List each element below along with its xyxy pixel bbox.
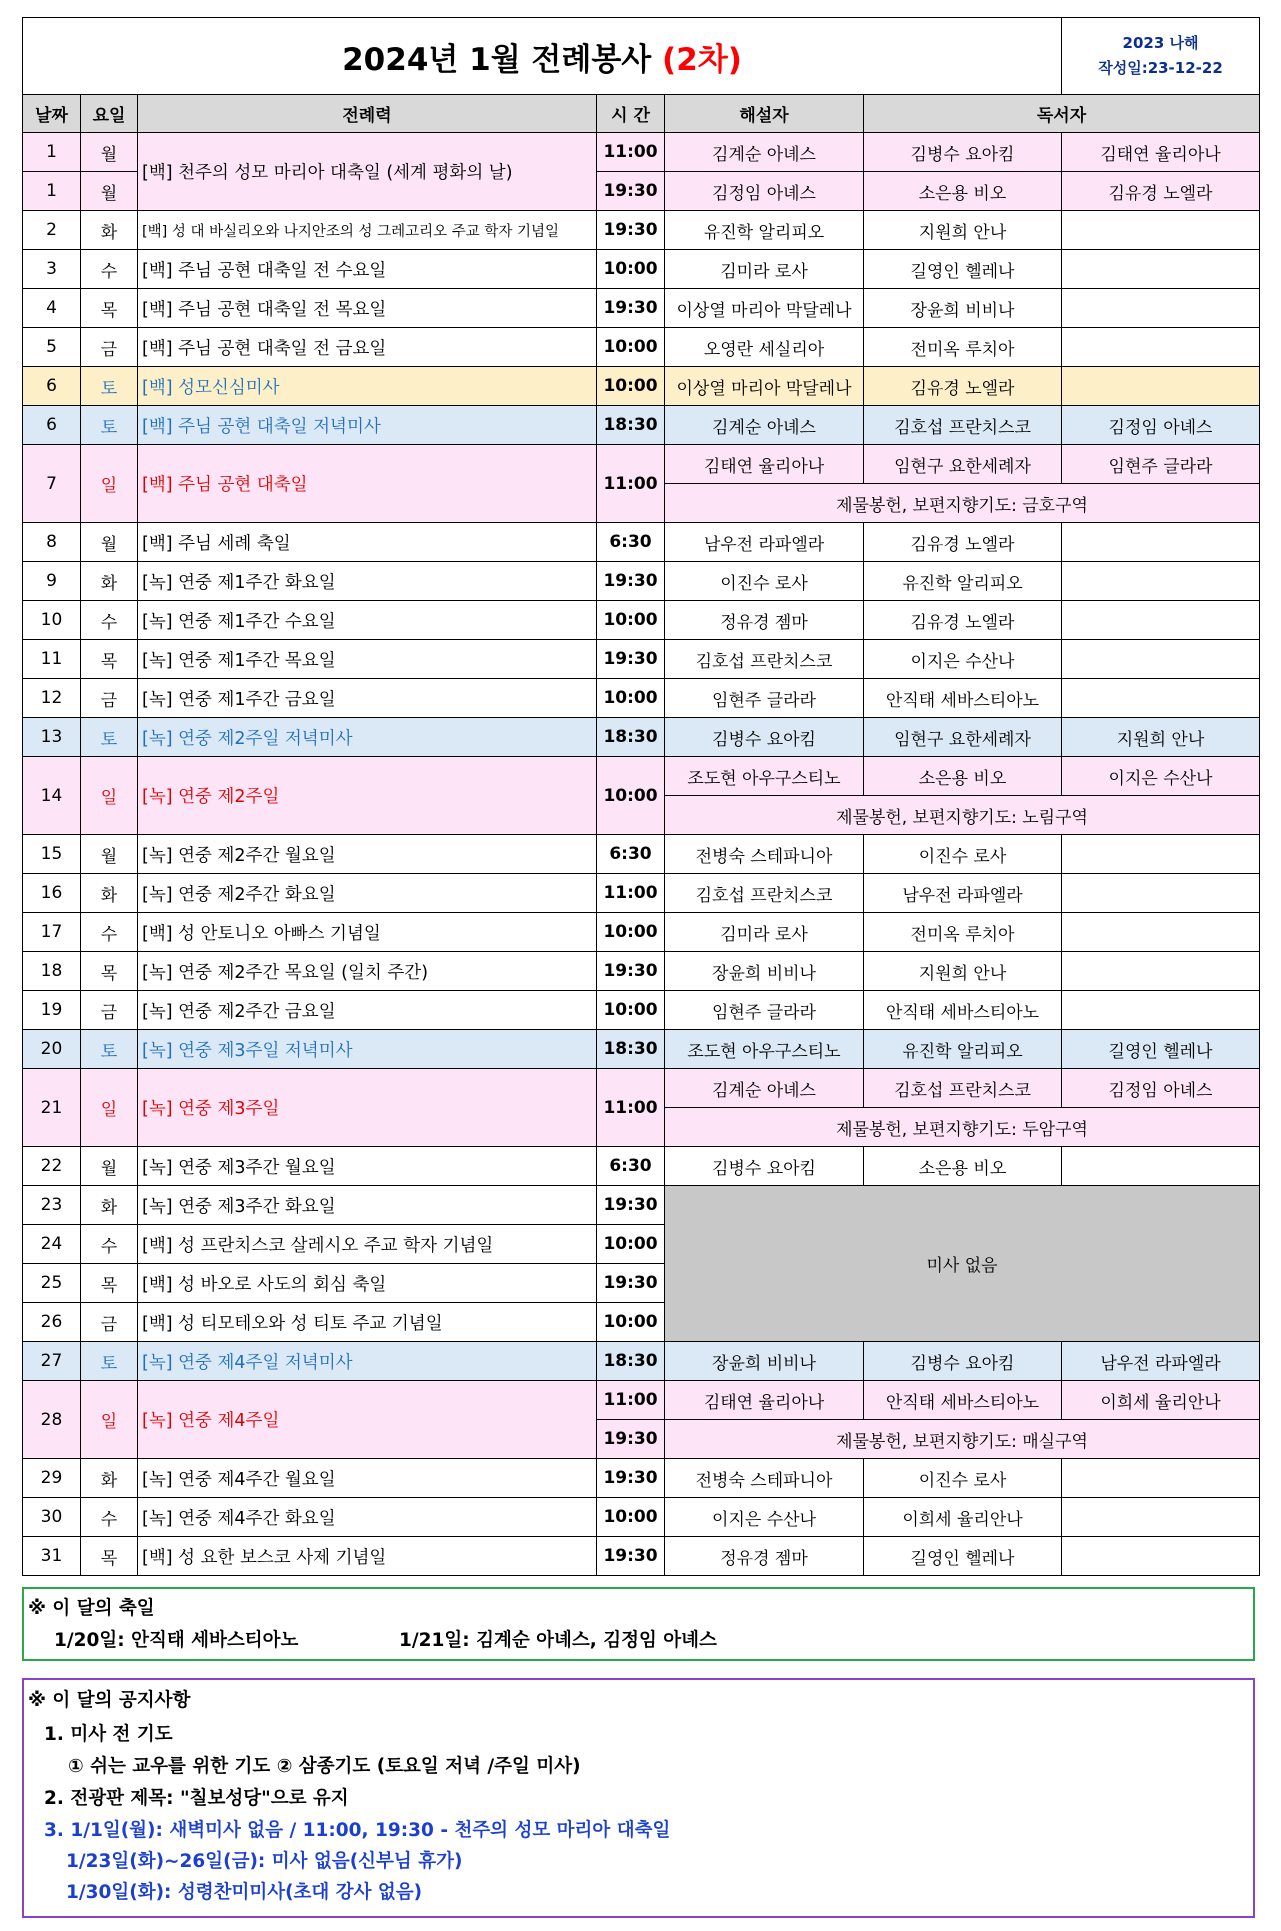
time-cell: 6:30: [597, 835, 665, 874]
table-row: [23, 289, 1260, 328]
table-row: [23, 1030, 1260, 1069]
weekday-cell: 금: [81, 679, 138, 718]
weekday-cell: 토: [81, 718, 138, 757]
offering-note-cell: 제물봉헌, 보편지향기도: 매실구역: [665, 1420, 1260, 1459]
time-cell: 6:30: [597, 523, 665, 562]
reader-cell: 김호섭 프란치스코: [864, 406, 1062, 445]
commentator-cell: 전병숙 스테파니아: [665, 835, 864, 874]
weekday-cell: 화: [81, 874, 138, 913]
weekday-cell: 일: [81, 757, 138, 835]
commentator-cell: 유진학 알리피오: [665, 211, 864, 250]
notice-line: 1/23일(화)~26일(금): 미사 없음(신부님 휴가): [66, 1851, 463, 1872]
date-cell: 6: [23, 406, 81, 445]
weekday-cell: 수: [81, 913, 138, 952]
weekday-cell: 수: [81, 1225, 138, 1264]
time-cell: 19:30: [597, 1459, 665, 1498]
reader-cell: 안직태 세바스티아노: [864, 991, 1062, 1030]
reader-cell: [1062, 913, 1260, 952]
date-cell: 23: [23, 1186, 81, 1225]
weekday-cell: 일: [81, 1069, 138, 1147]
written-date: 작성일:23-12-22: [1098, 59, 1223, 77]
time-cell: 11:00: [597, 445, 665, 523]
table-row: [23, 1186, 1260, 1225]
weekday-cell: 화: [81, 211, 138, 250]
commentator-cell: 이진수 로사: [665, 562, 864, 601]
liturgy-cell: [백] 성 안토니오 아빠스 기념일: [138, 913, 597, 952]
time-cell: 11:00: [597, 1381, 665, 1420]
weekday-cell: 목: [81, 289, 138, 328]
date-cell: 11: [23, 640, 81, 679]
commentator-cell: 조도현 아우구스티노: [665, 1030, 864, 1069]
liturgy-cell: [백] 주님 공현 대축일 전 금요일: [138, 328, 597, 367]
commentator-cell: 김태연 율리아나: [665, 1381, 864, 1420]
reader-cell: [1062, 562, 1260, 601]
date-cell: 2: [23, 211, 81, 250]
liturgy-cell: [백] 성 대 바실리오와 나지안조의 성 그레고리오 주교 학자 기념일: [138, 211, 597, 250]
header-commentator: 해설자: [665, 95, 864, 133]
commentator-cell: 김병수 요아킴: [665, 718, 864, 757]
liturgy-cell: [녹] 연중 제2주간 화요일: [138, 874, 597, 913]
notice-line: 1/30일(화): 성령찬미미사(초대 강사 없음): [66, 1882, 423, 1903]
notice-line: 2. 전광판 제목: "칠보성당"으로 유지: [44, 1788, 349, 1809]
time-cell: 10:00: [597, 250, 665, 289]
time-cell: 10:00: [597, 757, 665, 835]
liturgy-cell: [녹] 연중 제3주간 화요일: [138, 1186, 597, 1225]
date-cell: 5: [23, 328, 81, 367]
weekday-cell: 토: [81, 367, 138, 406]
reader-cell: [1062, 1147, 1260, 1186]
reader-cell: 김병수 요아킴: [864, 1342, 1062, 1381]
commentator-cell: 김계순 아녜스: [665, 133, 864, 172]
time-cell: 10:00: [597, 913, 665, 952]
liturgy-cell: [녹] 연중 제3주일: [138, 1069, 597, 1147]
commentator-cell: 김정임 아녜스: [665, 172, 864, 211]
weekday-cell: 목: [81, 1264, 138, 1303]
date-cell: 27: [23, 1342, 81, 1381]
reader-cell: 지원희 안나: [864, 952, 1062, 991]
liturgy-cell: [녹] 연중 제2주간 월요일: [138, 835, 597, 874]
commentator-cell: 임현주 글라라: [665, 991, 864, 1030]
date-cell: 6: [23, 367, 81, 406]
table-row: [23, 133, 1260, 172]
weekday-cell: 수: [81, 601, 138, 640]
reader-cell: 김유경 노엘라: [864, 367, 1062, 406]
time-cell: 10:00: [597, 328, 665, 367]
table-row: [23, 1147, 1260, 1186]
reader-cell: 임현구 요한세례자: [864, 445, 1062, 484]
time-cell: 6:30: [597, 1147, 665, 1186]
reader-cell: 유진학 알리피오: [864, 562, 1062, 601]
reader-cell: 임현구 요한세례자: [864, 718, 1062, 757]
liturgy-cell: [녹] 연중 제2주일: [138, 757, 597, 835]
header-liturgy: 전례력: [138, 95, 597, 133]
reader-cell: 길영인 헬레나: [1062, 1030, 1260, 1069]
reader-cell: [1062, 835, 1260, 874]
table-row: [23, 1342, 1260, 1381]
commentator-cell: 김호섭 프란치스코: [665, 874, 864, 913]
reader-cell: [1062, 523, 1260, 562]
liturgy-cell: [백] 성모신심미사: [138, 367, 597, 406]
liturgy-cell: [녹] 연중 제4주일: [138, 1381, 597, 1459]
reader-cell: [1062, 874, 1260, 913]
notice-line: ① 쉬는 교우를 위한 기도 ② 삼종기도 (토요일 저녁 /주일 미사): [68, 1756, 581, 1777]
weekday-cell: 토: [81, 1030, 138, 1069]
liturgy-cell: [백] 성 요한 보스코 사제 기념일: [138, 1537, 597, 1576]
commentator-cell: 정유경 젬마: [665, 601, 864, 640]
date-cell: 12: [23, 679, 81, 718]
time-cell: 19:30: [597, 640, 665, 679]
time-cell: 10:00: [597, 991, 665, 1030]
table-row: [23, 874, 1260, 913]
table-row: [23, 640, 1260, 679]
weekday-cell: 일: [81, 1381, 138, 1459]
weekday-cell: 월: [81, 133, 138, 172]
liturgy-cell: [백] 주님 공현 대축일 전 수요일: [138, 250, 597, 289]
time-cell: 19:30: [597, 1420, 665, 1459]
commentator-cell: 김병수 요아킴: [665, 1147, 864, 1186]
time-cell: 19:30: [597, 172, 665, 211]
commentator-cell: 임현주 글라라: [665, 679, 864, 718]
commentator-cell: 오영란 세실리아: [665, 328, 864, 367]
liturgy-cell: [녹] 연중 제1주간 목요일: [138, 640, 597, 679]
date-cell: 24: [23, 1225, 81, 1264]
reader-cell: 이진수 로사: [864, 1459, 1062, 1498]
time-cell: 19:30: [597, 211, 665, 250]
reader-cell: 김정임 아녜스: [1062, 1069, 1260, 1108]
commentator-cell: 정유경 젬마: [665, 1537, 864, 1576]
reader-cell: 지원희 안나: [1062, 718, 1260, 757]
table-row: [23, 562, 1260, 601]
reader-cell: 소은용 비오: [864, 1147, 1062, 1186]
liturgy-cell: [녹] 연중 제3주일 저녁미사: [138, 1030, 597, 1069]
liturgy-cell: [녹] 연중 제4주간 월요일: [138, 1459, 597, 1498]
date-cell: 4: [23, 289, 81, 328]
date-cell: 16: [23, 874, 81, 913]
reader-cell: 이지은 수산나: [864, 640, 1062, 679]
date-cell: 14: [23, 757, 81, 835]
weekday-cell: 월: [81, 835, 138, 874]
date-cell: 18: [23, 952, 81, 991]
offering-note-cell: 제물봉헌, 보편지향기도: 두암구역: [665, 1108, 1260, 1147]
reader-cell: [1062, 640, 1260, 679]
liturgy-cell: [백] 주님 공현 대축일: [138, 445, 597, 523]
reader-cell: 남우전 라파엘라: [864, 874, 1062, 913]
notice-box: [22, 1678, 1255, 1918]
liturgy-cell: [녹] 연중 제1주간 화요일: [138, 562, 597, 601]
table-row: [23, 211, 1260, 250]
time-cell: 19:30: [597, 1264, 665, 1303]
date-cell: 21: [23, 1069, 81, 1147]
time-cell: 11:00: [597, 874, 665, 913]
table-row: [23, 718, 1260, 757]
liturgy-cell: [녹] 연중 제3주간 월요일: [138, 1147, 597, 1186]
table-row: [23, 1537, 1260, 1576]
feast-item: 1/20일: 안직태 세바스티아노: [54, 1630, 299, 1651]
reader-cell: 김병수 요아킴: [864, 133, 1062, 172]
time-cell: 18:30: [597, 406, 665, 445]
table-row: [23, 991, 1260, 1030]
commentator-cell: 남우전 라파엘라: [665, 523, 864, 562]
commentator-cell: 김태연 율리아나: [665, 445, 864, 484]
commentator-cell: 김미라 로사: [665, 250, 864, 289]
date-cell: 17: [23, 913, 81, 952]
liturgy-cell: [백] 주님 공현 대축일 저녁미사: [138, 406, 597, 445]
reader-cell: [1062, 601, 1260, 640]
weekday-cell: 월: [81, 172, 138, 211]
time-cell: 19:30: [597, 1537, 665, 1576]
time-cell: 18:30: [597, 1030, 665, 1069]
commentator-cell: 장윤희 비비나: [665, 1342, 864, 1381]
reader-cell: 길영인 헬레나: [864, 1537, 1062, 1576]
header-time: 시 간: [597, 95, 665, 133]
table-row: [23, 1069, 1260, 1108]
table-row: [23, 1498, 1260, 1537]
offering-note-cell: 제물봉헌, 보편지향기도: 노림구역: [665, 796, 1260, 835]
table-row: [23, 835, 1260, 874]
reader-cell: [1062, 991, 1260, 1030]
liturgy-cell: [백] 성 바오로 사도의 회심 축일: [138, 1264, 597, 1303]
weekday-cell: 목: [81, 1537, 138, 1576]
reader-cell: 길영인 헬레나: [864, 250, 1062, 289]
date-cell: 9: [23, 562, 81, 601]
commentator-cell: 이상열 마리아 막달레나: [665, 289, 864, 328]
commentator-cell: 이상열 마리아 막달레나: [665, 367, 864, 406]
header-date: 날짜: [23, 95, 81, 133]
reader-cell: [1062, 679, 1260, 718]
time-cell: 18:30: [597, 1342, 665, 1381]
title-suffix: (2차): [662, 41, 742, 78]
commentator-cell: 장윤희 비비나: [665, 952, 864, 991]
date-cell: 1: [23, 133, 81, 172]
time-cell: 11:00: [597, 133, 665, 172]
reader-cell: 장윤희 비비나: [864, 289, 1062, 328]
table-row: [23, 952, 1260, 991]
reader-cell: 김태연 율리아나: [1062, 133, 1260, 172]
reader-cell: [1062, 211, 1260, 250]
time-cell: 19:30: [597, 289, 665, 328]
reader-cell: 이지은 수산나: [1062, 757, 1260, 796]
commentator-cell: 김계순 아녜스: [665, 1069, 864, 1108]
time-cell: 10:00: [597, 601, 665, 640]
reader-cell: [1062, 328, 1260, 367]
table-row: [23, 1381, 1260, 1420]
table-header: [23, 95, 1260, 133]
liturgical-year: 2023 나해: [1122, 34, 1199, 52]
reader-cell: 이희세 율리안나: [864, 1498, 1062, 1537]
liturgy-cell: [녹] 연중 제1주간 수요일: [138, 601, 597, 640]
date-cell: 13: [23, 718, 81, 757]
date-cell: 19: [23, 991, 81, 1030]
reader-cell: 김호섭 프란치스코: [864, 1069, 1062, 1108]
time-cell: 10:00: [597, 367, 665, 406]
weekday-cell: 수: [81, 1498, 138, 1537]
date-cell: 3: [23, 250, 81, 289]
reader-cell: 남우전 라파엘라: [1062, 1342, 1260, 1381]
reader-cell: 소은용 비오: [864, 172, 1062, 211]
liturgy-cell: [녹] 연중 제4주간 화요일: [138, 1498, 597, 1537]
reader-cell: [1062, 1459, 1260, 1498]
weekday-cell: 화: [81, 1459, 138, 1498]
date-cell: 26: [23, 1303, 81, 1342]
liturgy-cell: [녹] 연중 제2주일 저녁미사: [138, 718, 597, 757]
time-cell: 11:00: [597, 1069, 665, 1147]
weekday-cell: 목: [81, 952, 138, 991]
date-cell: 29: [23, 1459, 81, 1498]
header-readers: 독서자: [864, 95, 1260, 133]
weekday-cell: 월: [81, 1147, 138, 1186]
reader-cell: 전미옥 루치아: [864, 328, 1062, 367]
table-row: [23, 913, 1260, 952]
commentator-cell: 조도현 아우구스티노: [665, 757, 864, 796]
weekday-cell: 수: [81, 250, 138, 289]
reader-cell: 임현주 글라라: [1062, 445, 1260, 484]
table-row: [23, 445, 1260, 484]
reader-cell: 김유경 노엘라: [1062, 172, 1260, 211]
liturgy-cell: [백] 주님 세례 축일: [138, 523, 597, 562]
date-cell: 7: [23, 445, 81, 523]
table-row: [23, 1459, 1260, 1498]
commentator-cell: 이지은 수산나: [665, 1498, 864, 1537]
reader-cell: 이진수 로사: [864, 835, 1062, 874]
date-cell: 28: [23, 1381, 81, 1459]
time-cell: 18:30: [597, 718, 665, 757]
time-cell: 10:00: [597, 679, 665, 718]
reader-cell: 안직태 세바스티아노: [864, 679, 1062, 718]
time-cell: 10:00: [597, 1498, 665, 1537]
header-day: 요일: [81, 95, 138, 133]
reader-cell: [1062, 952, 1260, 991]
table-row: [23, 523, 1260, 562]
no-mass-cell: 미사 없음: [665, 1186, 1260, 1342]
reader-cell: 김정임 아녜스: [1062, 406, 1260, 445]
date-cell: 22: [23, 1147, 81, 1186]
date-cell: 31: [23, 1537, 81, 1576]
date-cell: 30: [23, 1498, 81, 1537]
reader-cell: 지원희 안나: [864, 211, 1062, 250]
liturgy-cell: [녹] 연중 제2주간 금요일: [138, 991, 597, 1030]
notice-line: 3. 1/1일(월): 새벽미사 없음 / 11:00, 19:30 - 천주의 성모 마리아 대축일: [44, 1820, 671, 1841]
table-row: [23, 601, 1260, 640]
reader-cell: 김유경 노엘라: [864, 601, 1062, 640]
weekday-cell: 토: [81, 406, 138, 445]
weekday-cell: 화: [81, 562, 138, 601]
reader-cell: [1062, 1537, 1260, 1576]
weekday-cell: 토: [81, 1342, 138, 1381]
reader-cell: 전미옥 루치아: [864, 913, 1062, 952]
date-cell: 20: [23, 1030, 81, 1069]
date-cell: 15: [23, 835, 81, 874]
commentator-cell: 김미라 로사: [665, 913, 864, 952]
weekday-cell: 금: [81, 328, 138, 367]
reader-cell: [1062, 250, 1260, 289]
feast-box: [22, 1587, 1255, 1661]
reader-cell: 유진학 알리피오: [864, 1030, 1062, 1069]
page-title: [23, 18, 1062, 95]
reader-cell: 소은용 비오: [864, 757, 1062, 796]
table-row: [23, 757, 1260, 796]
weekday-cell: 금: [81, 991, 138, 1030]
liturgy-cell: [녹] 연중 제1주간 금요일: [138, 679, 597, 718]
feast-heading: ※ 이 달의 축일: [28, 1598, 155, 1619]
liturgy-cell: [백] 주님 공현 대축일 전 목요일: [138, 289, 597, 328]
commentator-cell: 김호섭 프란치스코: [665, 640, 864, 679]
table-row: [23, 250, 1260, 289]
reader-cell: [1062, 1498, 1260, 1537]
title-main: 2024년 1월 전례봉사: [342, 41, 652, 78]
date-cell: 1: [23, 172, 81, 211]
commentator-cell: 김계순 아녜스: [665, 406, 864, 445]
title-meta: [1062, 18, 1260, 95]
date-cell: 10: [23, 601, 81, 640]
liturgy-cell: [녹] 연중 제4주일 저녁미사: [138, 1342, 597, 1381]
date-cell: 25: [23, 1264, 81, 1303]
table-row: [23, 367, 1260, 406]
reader-cell: 이희세 율리안나: [1062, 1381, 1260, 1420]
reader-cell: [1062, 289, 1260, 328]
table-row: [23, 679, 1260, 718]
time-cell: 19:30: [597, 1186, 665, 1225]
feast-item: 1/21일: 김계순 아녜스, 김정임 아녜스: [399, 1630, 717, 1651]
table-row: [23, 328, 1260, 367]
liturgy-cell: [녹] 연중 제2주간 목요일 (일치 주간): [138, 952, 597, 991]
weekday-cell: 목: [81, 640, 138, 679]
weekday-cell: 일: [81, 445, 138, 523]
schedule-sheet: [22, 17, 1259, 1576]
reader-cell: 안직태 세바스티아노: [864, 1381, 1062, 1420]
time-cell: 19:30: [597, 952, 665, 991]
notice-line: 1. 미사 전 기도: [44, 1724, 173, 1745]
reader-cell: [1062, 367, 1260, 406]
weekday-cell: 월: [81, 523, 138, 562]
liturgy-cell: [백] 천주의 성모 마리아 대축일 (세계 평화의 날): [138, 133, 597, 211]
offering-note-cell: 제물봉헌, 보편지향기도: 금호구역: [665, 484, 1260, 523]
time-cell: 10:00: [597, 1225, 665, 1264]
commentator-cell: 전병숙 스테파니아: [665, 1459, 864, 1498]
time-cell: 10:00: [597, 1303, 665, 1342]
weekday-cell: 화: [81, 1186, 138, 1225]
reader-cell: 김유경 노엘라: [864, 523, 1062, 562]
weekday-cell: 금: [81, 1303, 138, 1342]
notice-heading: ※ 이 달의 공지사항: [28, 1690, 191, 1711]
table-row: [23, 406, 1260, 445]
liturgy-cell: [백] 성 프란치스코 살레시오 주교 학자 기념일: [138, 1225, 597, 1264]
schedule-table: [22, 17, 1260, 1576]
time-cell: 19:30: [597, 562, 665, 601]
liturgy-cell: [백] 성 티모테오와 성 티토 주교 기념일: [138, 1303, 597, 1342]
date-cell: 8: [23, 523, 81, 562]
